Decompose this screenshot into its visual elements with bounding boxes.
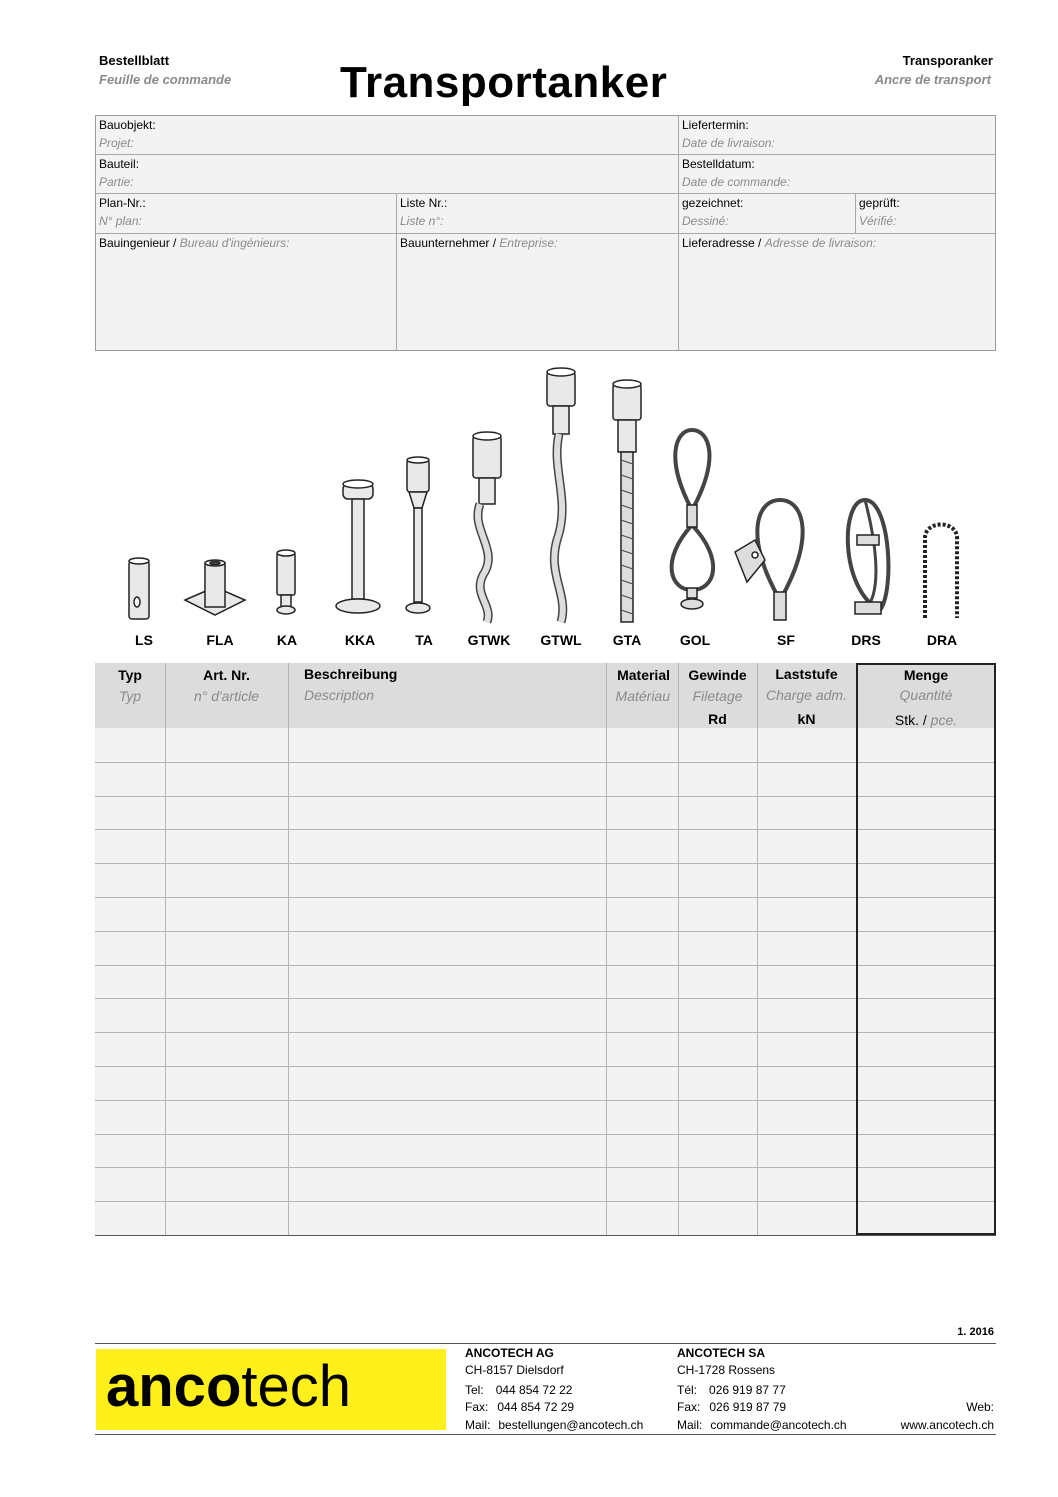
- label-liste-nr: Liste Nr.:: [400, 196, 448, 210]
- ta-anchor-icon: [406, 457, 430, 613]
- ag-mail-link[interactable]: bestellungen@ancotech.ch: [498, 1418, 644, 1432]
- col-art-nr: [165, 663, 288, 728]
- col-material-de: Material: [617, 667, 670, 683]
- sa-fax: [677, 1400, 786, 1414]
- field-geprueft[interactable]: [856, 194, 996, 234]
- ag-fax-number: 044 854 72 29: [497, 1400, 575, 1414]
- sa-mail-link[interactable]: commande@ancotech.ch: [710, 1418, 847, 1432]
- gol-anchor-icon: [672, 430, 714, 609]
- field-liste-nr[interactable]: [397, 194, 679, 234]
- col-divider: [165, 663, 166, 1236]
- col-menge-fr: Quantité: [899, 687, 953, 703]
- sa-name: ANCOTECH SA: [677, 1346, 766, 1360]
- label-lieferadresse: Lieferadresse /: [682, 236, 765, 250]
- field-liefertermin[interactable]: [679, 116, 996, 155]
- col-laststufe: [757, 663, 856, 728]
- fla-anchor-icon: [185, 560, 245, 615]
- label-projet: Projet:: [99, 136, 134, 150]
- product-label-sf: SF: [777, 632, 795, 648]
- col-laststufe-de: Laststufe: [775, 666, 838, 682]
- logo-text-bold: anco: [106, 1354, 242, 1419]
- anchor-illustrations: [95, 360, 996, 630]
- sa-fax-label: Fax:: [677, 1400, 701, 1414]
- footer-bottom-line: [95, 1434, 996, 1435]
- project-info-form: [95, 115, 996, 351]
- label-bauobjekt: Bauobjekt:: [99, 118, 156, 132]
- product-label-gta: GTA: [612, 632, 642, 648]
- field-gezeichnet[interactable]: [679, 194, 856, 234]
- sf-anchor-icon: [735, 500, 803, 620]
- label-bauingenieur: Bauingenieur /: [99, 236, 180, 250]
- label-partie: Partie:: [99, 175, 134, 189]
- product-label-kka: KKA: [344, 632, 376, 648]
- ag-mail: [465, 1418, 643, 1432]
- table-bottom-line: [95, 1235, 996, 1236]
- col-laststufe-fr: Charge adm.: [766, 687, 847, 703]
- product-label-fla: FLA: [206, 632, 234, 648]
- gtwk-anchor-icon: [473, 432, 501, 622]
- ka-anchor-icon: [277, 550, 295, 614]
- col-beschreibung-de: Beschreibung: [304, 666, 398, 682]
- label-dessine: Dessiné:: [682, 214, 729, 228]
- sa-tel-label: Tél:: [677, 1383, 698, 1397]
- col-typ: [95, 663, 165, 728]
- header-right-de: Transporanker: [902, 53, 993, 68]
- col-gewinde: [678, 663, 757, 728]
- label-bauunternehmer: Bauunternehmer /: [400, 236, 500, 250]
- col-divider: [288, 663, 289, 1236]
- label-n-plan: N° plan:: [99, 214, 142, 228]
- header-left-fr: Feuille de commande: [99, 72, 232, 87]
- web-link[interactable]: www.ancotech.ch: [900, 1418, 994, 1432]
- ag-tel-label: Tel:: [465, 1383, 484, 1397]
- label-bureau-ingenieurs: Bureau d'ingénieurs:: [179, 236, 290, 250]
- col-art-fr: n° d'article: [193, 688, 260, 704]
- col-typ-fr: Typ: [118, 688, 142, 704]
- dra-anchor-icon: [925, 525, 957, 619]
- product-label-drs: DRS: [851, 632, 881, 648]
- label-verifie: Vérifié:: [859, 214, 897, 228]
- col-menge-unit-fr: pce.: [930, 712, 958, 728]
- sa-mail: [677, 1418, 847, 1432]
- field-bauingenieur[interactable]: [96, 234, 397, 350]
- page-title: Transportanker: [340, 58, 668, 107]
- col-gewinde-fr: Filetage: [692, 688, 743, 704]
- ls-anchor-icon: [129, 558, 149, 619]
- product-label-ls: LS: [135, 632, 153, 648]
- label-bauteil: Bauteil:: [99, 157, 140, 171]
- logo-text-light: tech: [241, 1354, 352, 1419]
- product-label-gtwl: GTWL: [540, 632, 582, 648]
- sa-tel-number: 026 919 87 77: [709, 1383, 786, 1397]
- col-gewinde-de: Gewinde: [688, 667, 747, 683]
- col-beschreibung: [288, 663, 606, 728]
- col-gewinde-unit: Rd: [708, 711, 727, 727]
- field-bauobjekt[interactable]: [96, 116, 679, 155]
- label-entreprise: Entreprise:: [499, 236, 558, 250]
- ancotech-logo: [96, 1349, 446, 1430]
- product-label-dra: DRA: [926, 632, 958, 648]
- label-adresse-livraison: Adresse de livraison:: [764, 236, 877, 250]
- label-liefertermin: Liefertermin:: [682, 118, 749, 132]
- col-menge-unit-de: Stk. /: [894, 712, 931, 728]
- field-bestelldatum[interactable]: [679, 155, 996, 194]
- product-label-gtwk: GTWK: [467, 632, 511, 648]
- sa-mail-label: Mail:: [677, 1418, 703, 1432]
- label-date-commande: Date de commande:: [682, 175, 791, 189]
- product-label-gol: GOL: [679, 632, 711, 648]
- col-material: [606, 663, 678, 728]
- field-plan-nr[interactable]: [96, 194, 397, 234]
- kka-anchor-icon: [336, 480, 380, 613]
- ag-fax: [465, 1400, 574, 1414]
- col-laststufe-unit: kN: [797, 711, 816, 727]
- col-beschreibung-fr: Description: [304, 687, 375, 703]
- header-left-de: Bestellblatt: [99, 53, 170, 68]
- gtwl-anchor-icon: [547, 368, 575, 622]
- col-art-de: Art. Nr.: [203, 667, 250, 683]
- field-lieferadresse[interactable]: [679, 234, 996, 350]
- col-material-fr: Matériau: [615, 688, 670, 704]
- menge-column-frame: [856, 663, 996, 1235]
- label-gezeichnet: gezeichnet:: [682, 196, 744, 210]
- ag-tel-number: 044 854 72 22: [495, 1383, 573, 1397]
- ag-mail-label: Mail:: [465, 1418, 491, 1432]
- col-typ-de: Typ: [118, 667, 142, 683]
- ag-name: ANCOTECH AG: [465, 1346, 554, 1360]
- ag-tel: [465, 1383, 572, 1397]
- sa-address: CH-1728 Rossens: [677, 1363, 776, 1377]
- drs-anchor-icon: [848, 500, 889, 614]
- field-bauteil[interactable]: [96, 155, 679, 194]
- col-menge-de: Menge: [903, 667, 949, 683]
- label-geprueft: geprüft:: [859, 196, 900, 210]
- version-label: 1. 2016: [957, 1326, 994, 1338]
- col-divider: [678, 663, 679, 1236]
- col-divider: [757, 663, 758, 1236]
- sa-tel: [677, 1383, 786, 1397]
- product-label-ta: TA: [415, 632, 433, 648]
- label-bestelldatum: Bestelldatum:: [682, 157, 755, 171]
- col-divider: [606, 663, 607, 1236]
- ag-address: CH-8157 Dielsdorf: [465, 1363, 564, 1377]
- label-liste-n: Liste n°:: [400, 214, 444, 228]
- label-plan-nr: Plan-Nr.:: [99, 196, 146, 210]
- order-table: [95, 663, 996, 1236]
- ag-fax-label: Fax:: [465, 1400, 489, 1414]
- field-bauunternehmer[interactable]: [397, 234, 679, 350]
- footer-top-line: [95, 1343, 996, 1344]
- gta-anchor-icon: [613, 380, 641, 622]
- product-label-ka: KA: [276, 632, 298, 648]
- sa-fax-number: 026 919 87 79: [709, 1400, 787, 1414]
- web-label: Web:: [966, 1400, 994, 1414]
- label-date-livraison: Date de livraison:: [682, 136, 775, 150]
- header-right-fr: Ancre de transport: [874, 72, 991, 87]
